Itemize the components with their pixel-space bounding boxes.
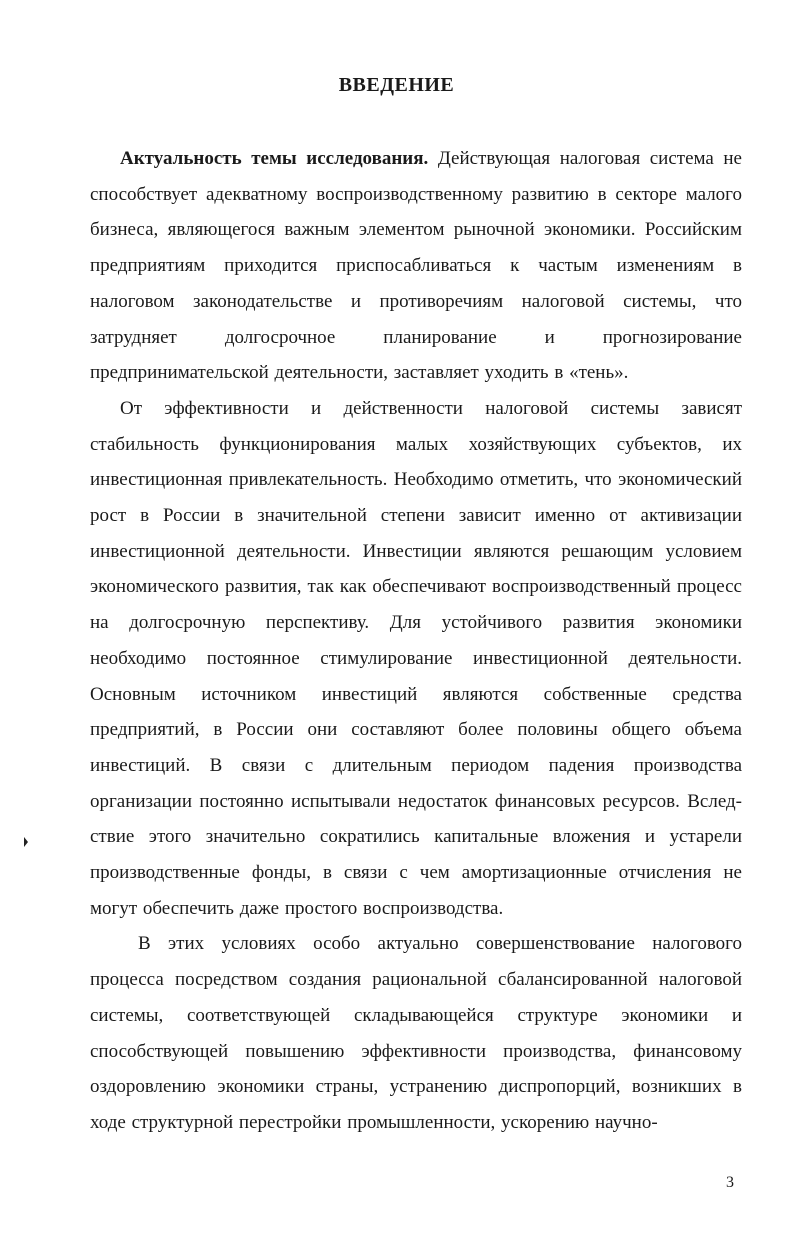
section-heading: ВВЕДЕНИЕ bbox=[338, 74, 455, 96]
page-number: 3 bbox=[726, 1174, 734, 1191]
paragraph-investment: От эффективности и действенности налоговой системы зависят стабильность функционирования малых хозяйствующих субъектов, их инвестиционная привлекательность. Необходимо отметить, что экономический рост в России в значительной степени зависит именно от активизации инвестиционной деятельности. Инвестиции являются решающим условием экономического развития, так как обеспечивают воспроизводственный процесс на долгосрочную перспективу. Для устойчивого развития экономики необходимо постоянное стимулирование инвестиционной деятельности. Основным источником инвестиций являются собственные средства предприятий, в России они составляют более половины общего объема инвестиций. В связи с длительным периодом падения производства организации постоянно испытывали недостаток финансовых ресурсов. Вследствие этого значительно сократились капитальные вложения и устарели производственные фонды, в связи с чем амортизационные отчисления не могут обеспечить даже простого воспроизводства. bbox=[90, 397, 742, 919]
body-text bbox=[90, 141, 742, 1141]
paragraph-lead: Актуальность темы исследования. bbox=[120, 148, 429, 169]
paragraph-conditions: В этих условиях особо актуально совершенствование налогового процесса посредством создания рациональной сбалансированной налоговой системы, соответствующей складывающейся структуре экономики и способствующей повышению эффективности производства, финансовому оздоровлению экономики страны, устранению диспропорций, возникших в ходе структурной перестройки промышленности, ускорению научно- bbox=[90, 933, 742, 1133]
paragraph-text: Действующая налоговая система не способствует адекватному воспроизводственному развитию в секторе малого бизнеса, являющегося важным элементом рыночной экономики. Российским предприятиям приходится приспосабливаться к частым изменениям в налоговом законодательстве и противоречиям налоговой системы, что затрудняет долгосрочное планирование и прогнозирование предпринимательской деятельности, заставляет уходить в «тень». bbox=[90, 148, 742, 384]
paragraph-relevance bbox=[90, 141, 742, 391]
margin-mark-icon bbox=[24, 837, 28, 847]
